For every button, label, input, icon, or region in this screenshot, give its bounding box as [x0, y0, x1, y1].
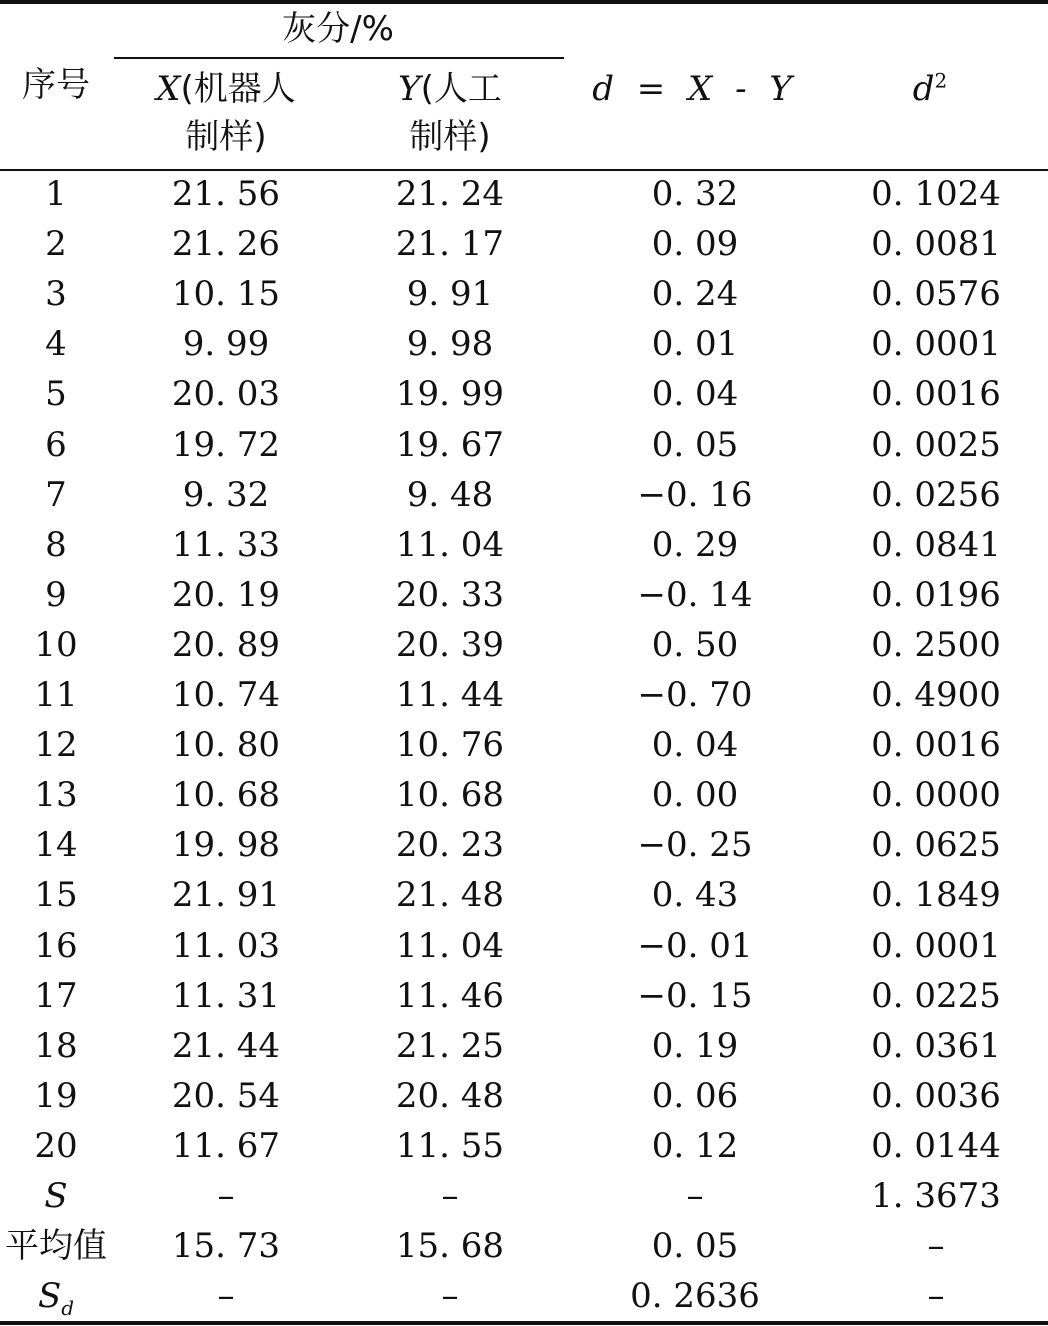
cell-x: 11. 33 [171, 524, 281, 565]
cell-index: 17 [34, 975, 78, 1016]
cell-d2: 0. 0361 [871, 1025, 1001, 1066]
cell-x: 9. 99 [182, 324, 270, 365]
cell-index: 6 [45, 424, 67, 465]
header-bottom-rule [0, 169, 1048, 171]
cell-y: 20. 48 [395, 1075, 505, 1116]
cell-d2: 0. 0036 [871, 1075, 1001, 1116]
cell-d: 0. 12 [651, 1125, 739, 1166]
cell-d2: – [927, 1226, 945, 1267]
header-x-label-line2: 制样) [185, 117, 267, 157]
cell-index: 13 [34, 775, 78, 816]
cell-d: 0. 04 [651, 374, 739, 415]
cell-index: 20 [34, 1125, 78, 1166]
header-x-variable: X [156, 69, 181, 109]
cell-index: 15 [34, 875, 78, 916]
group-header-ash: 灰分/% [282, 9, 394, 49]
header-y-manual [398, 66, 502, 112]
cell-d: −0. 70 [637, 675, 753, 715]
cell-y: 20. 33 [395, 574, 505, 615]
cell-d: 0. 04 [651, 725, 739, 766]
cell-y: 11. 46 [395, 975, 505, 1016]
cell-y: 11. 44 [395, 675, 505, 715]
cell-index: 2 [45, 224, 67, 265]
cell-d: 0. 29 [651, 524, 739, 565]
cell-y: 19. 67 [395, 424, 505, 465]
cell-d: −0. 14 [637, 574, 753, 615]
cell-y: 11. 04 [395, 524, 505, 565]
cell-d: 0. 50 [651, 624, 739, 665]
cell-index: 7 [45, 474, 67, 515]
cell-d2: 0. 0225 [871, 975, 1001, 1016]
cell-index [37, 1276, 75, 1320]
header-difference-squared [913, 66, 948, 112]
table-bottom-rule [0, 1321, 1048, 1325]
cell-x: – [217, 1176, 235, 1216]
cell-index: 10 [34, 624, 78, 665]
cell-d: −0. 01 [637, 925, 753, 966]
cell-d: 0. 00 [651, 775, 739, 816]
cell-d: −0. 15 [637, 975, 753, 1016]
cell-d: 0. 32 [651, 174, 739, 214]
header-difference: d = X - Y [592, 69, 798, 109]
header-y-label: (人工 [420, 69, 502, 109]
summary-label: S [37, 1276, 62, 1317]
cell-y: 10. 68 [395, 775, 505, 816]
cell-index: 16 [34, 925, 78, 966]
cell-x: 21. 44 [171, 1025, 281, 1066]
cell-index: 8 [45, 524, 67, 565]
header-y-label-line2: 制样) [409, 117, 491, 157]
cell-d2: 0. 0841 [871, 524, 1001, 565]
cell-index: 19 [34, 1075, 78, 1116]
cell-y: 21. 24 [395, 174, 505, 214]
cell-d2: 0. 4900 [871, 675, 1001, 715]
cell-y: – [441, 1176, 459, 1216]
cell-y: 15. 68 [395, 1226, 505, 1267]
cell-index: 1 [45, 174, 67, 214]
cell-d2: – [927, 1276, 945, 1317]
cell-d2: 0. 0081 [871, 224, 1001, 265]
cell-d2: 1. 3673 [871, 1176, 1001, 1216]
header-index: 序号 [22, 65, 90, 105]
cell-x: 20. 54 [171, 1075, 281, 1116]
cell-x: 11. 03 [171, 925, 281, 966]
cell-d: 0. 09 [651, 224, 739, 265]
cell-x: 15. 73 [171, 1226, 281, 1267]
cell-d2: 0. 0144 [871, 1125, 1001, 1166]
cell-index: 5 [45, 374, 67, 415]
cell-x: 11. 31 [171, 975, 281, 1016]
cell-x: 11. 67 [171, 1125, 281, 1166]
cell-x: 10. 15 [171, 274, 281, 315]
cell-d: 0. 24 [651, 274, 739, 315]
cell-d2: 0. 0576 [871, 274, 1001, 315]
cell-d: −0. 25 [637, 825, 753, 866]
cell-y: 20. 39 [395, 624, 505, 665]
cell-d2: 0. 0625 [871, 825, 1001, 866]
cell-d: 0. 05 [651, 1226, 739, 1267]
cell-y: 10. 76 [395, 725, 505, 766]
cell-x: 21. 56 [171, 174, 281, 214]
cell-d: 0. 19 [651, 1025, 739, 1066]
cell-x: 9. 32 [182, 474, 270, 515]
cell-index: 3 [45, 274, 67, 315]
cell-d2: 0. 0001 [871, 925, 1001, 966]
cell-x: 21. 26 [171, 224, 281, 265]
cell-d: 0. 05 [651, 424, 739, 465]
cell-index: 12 [34, 725, 78, 766]
cell-d: 0. 2636 [630, 1276, 760, 1317]
header-d2-exponent: 2 [934, 68, 948, 93]
cell-index: 18 [34, 1025, 78, 1066]
table-top-rule [0, 0, 1048, 4]
cell-x: 20. 03 [171, 374, 281, 415]
cell-y: 20. 23 [395, 825, 505, 866]
cell-y: 21. 25 [395, 1025, 505, 1066]
cell-x: 19. 72 [171, 424, 281, 465]
cell-d2: 0. 0196 [871, 574, 1001, 615]
cell-y: 21. 17 [395, 224, 505, 265]
cell-d: 0. 01 [651, 324, 739, 365]
cell-x: 20. 19 [171, 574, 281, 615]
cell-d2: 0. 1849 [871, 875, 1001, 916]
cell-d2: 0. 0016 [871, 725, 1001, 766]
cell-d2: 0. 0000 [871, 775, 1001, 816]
cell-x: 20. 89 [171, 624, 281, 665]
header-x-robot [156, 66, 295, 112]
header-x-label: (机器人 [180, 69, 296, 109]
cell-d2: 0. 1024 [871, 174, 1001, 214]
cell-d2: 0. 0016 [871, 374, 1001, 415]
cell-y: 19. 99 [395, 374, 505, 415]
summary-label-subscript: d [61, 1295, 75, 1320]
cell-y: 9. 98 [406, 324, 494, 365]
cell-index: 4 [45, 324, 67, 365]
cell-index [44, 1176, 67, 1216]
cell-index [5, 1226, 107, 1266]
cell-y: 9. 48 [406, 474, 494, 515]
cell-x: – [217, 1276, 235, 1317]
cell-d2: 0. 0025 [871, 424, 1001, 465]
summary-label: 平均值 [5, 1226, 107, 1267]
cell-x: 10. 74 [171, 675, 281, 715]
cell-d: 0. 06 [651, 1075, 739, 1116]
cell-d2: 0. 0256 [871, 474, 1001, 515]
cell-d: −0. 16 [637, 474, 753, 515]
cell-d: – [686, 1176, 704, 1216]
cell-y: 11. 04 [395, 925, 505, 966]
header-y-variable: Y [398, 69, 421, 109]
header-d2-base: d [912, 69, 935, 109]
cell-index: 11 [34, 675, 78, 715]
cell-index: 14 [34, 825, 78, 866]
cell-x: 19. 98 [171, 825, 281, 866]
cell-y: 9. 91 [406, 274, 494, 315]
cell-y: – [441, 1276, 459, 1317]
group-header-underline [114, 57, 564, 59]
cell-x: 21. 91 [171, 875, 281, 916]
cell-d: 0. 43 [651, 875, 739, 916]
cell-y: 21. 48 [395, 875, 505, 916]
cell-d2: 0. 2500 [871, 624, 1001, 665]
cell-index: 9 [45, 574, 67, 615]
cell-d2: 0. 0001 [871, 324, 1001, 365]
cell-x: 10. 68 [171, 775, 281, 816]
cell-y: 11. 55 [395, 1125, 505, 1166]
summary-label: S [44, 1176, 68, 1216]
cell-x: 10. 80 [171, 725, 281, 766]
